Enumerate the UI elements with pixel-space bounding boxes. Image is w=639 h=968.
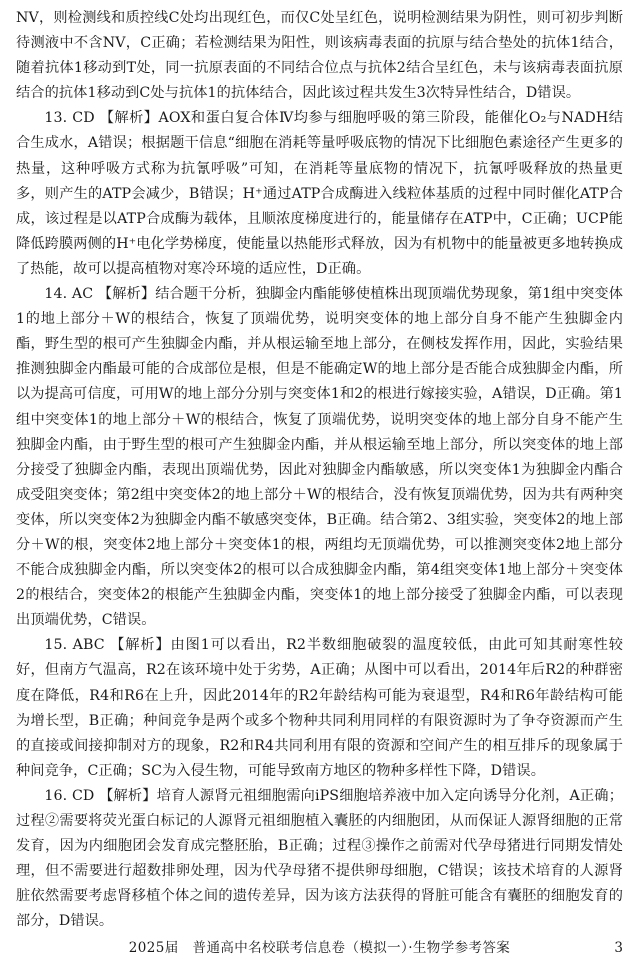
- page-footer: [16, 938, 623, 958]
- answer-16: 16. CD 【解析】培育人源肾元祖细胞需向iPS细胞培养液中加入定向诱导分化剂，A正确；过程②需要将荧光蛋白标记的人源肾元祖细胞植入囊胚的内细胞团，从而保证人源肾细胞的正常发育，因为内细胞团会发育成完整胚胎，B正确；过程③操作之前需对代孕母猪进行同期发情处理，但不需要进行超数排卵处理，因为代孕母猪不提供卵母细胞，C错误；该技术培育的人源肾脏依然需要考虑肾移植个体之间的遗传差异，因为该方法获得的肾脏可能含有囊胚的细胞发育的部分，D错误。: [16, 787, 623, 930]
- answer-15: 15. ABC 【解析】由图1可以看出，R2半数细胞破裂的温度较低，由此可知其耐寒性较好，但南方气温高，R2在该环境中处于劣势，A正确；从图中可以看出，2014年后R2的种群密度在降低，R4和R6在上升，因此2014年的R2年龄结构可能为衰退型，R4和R6年龄结构可能为增长型，B正确；种间竞争是两个或多个物种共同利用同样的有限资源时为了争夺资源而产生的直接或间接抑制对方的现象，R2和R4共同利用有限的资源和空间产生的相互排斥的现象属于种间竞争，C正确；SC为入侵生物，可能导致南方地区的物种多样性下降，D错误。: [16, 637, 623, 779]
- footer-title: 2025届 普通高中名校联考信息卷（模拟一）·生物学参考答案: [128, 940, 511, 956]
- page-number: 3: [614, 940, 623, 956]
- answer-12-continuation: NV，则检测线和质控线C处均出现红色，而仅C处呈红色，说明检测结果为阴性，则可初步判断待测液中不含NV，C正确；若检测结果为阳性，则该病毒表面的抗原与结合垫处的抗体1结合，随着抗体1移动到T处，同一抗原表面的不同结合位点与抗体2结合呈红色，未与该病毒表面抗原结合的抗体1移动到C处与抗体1的抗体结合，因此该过程共发生3次特异性结合，D错误。: [16, 10, 623, 102]
- answer-13: 13. CD 【解析】AOX和蛋白复合体Ⅳ均参与细胞呼吸的第三阶段，能催化O₂与NADH结合生成水，A错误；根据题干信息“细胞在消耗等量呼吸底物的情况下比细胞色素途径产生更多的热量，这种呼吸方式称为抗氰呼吸”可知，在消耗等量底物的情况下，抗氰呼吸释放的热量更多，则产生的ATP会减少，B错误；H⁺通过ATP合成酶进入线粒体基质的过程中同时催化ATP合成，该过程是以ATP合成酶为载体，且顺浓度梯度进行的，能量储存在ATP中，C正确；UCP能降低跨膜两侧的H⁺电化学势梯度，使能量以热能形式释放，因为有机物中的能量被更多地转换成了热能，故可以提高植物对寒冷环境的适应性，D正确。: [16, 110, 623, 277]
- answer-14: 14. AC 【解析】结合题干分析，独脚金内酯能够使植株出现顶端优势现象，第1组中突变体1的地上部分＋W的根结合，恢复了顶端优势，说明突变体的地上部分自身不能产生独脚金内酯，野生型的根可产生独脚金内酯，并从根运输至地上部分，在侧枝发挥作用，因此，实验结果推测独脚金内酯最可能的合成部位是根，但是不能确定W的地上部分是否能合成独脚金内酯，所以为提高可信度，可用W的地上部分分别与突变体1和2的根进行嫁接实验，A错误，D正确。第1组中突变体1的地上部分＋W的根结合，恢复了顶端优势，说明突变体的地上部分自身不能产生独脚金内酯，由于野生型的根可产生独脚金内酯，并从根运输至地上部分，所以突变体的地上部分接受了独脚金内酯，表现出顶端优势，因此对独脚金内酯敏感，所以突变体1为独脚金内酯合成受阻突变体；第2组中突变体2的地上部分＋W的根结合，没有恢复顶端优势，因为共有两种突变体，所以突变体2为独脚金内酯不敏感突变体，B正确。结合第2、3组实验，突变体2的地上部分＋W的根，突变体2地上部分＋突变体1的根，两组均无顶端优势，可以推测突变体2地上部分不能合成独脚金内酯，所以突变体2的根可以合成独脚金内酯，第4组突变体1地上部分＋突变体2的根结合，突变体2的根能产生独脚金内酯，突变体1的地上部分接受了独脚金内酯，可以表现出顶端优势，C错误。: [16, 286, 623, 629]
